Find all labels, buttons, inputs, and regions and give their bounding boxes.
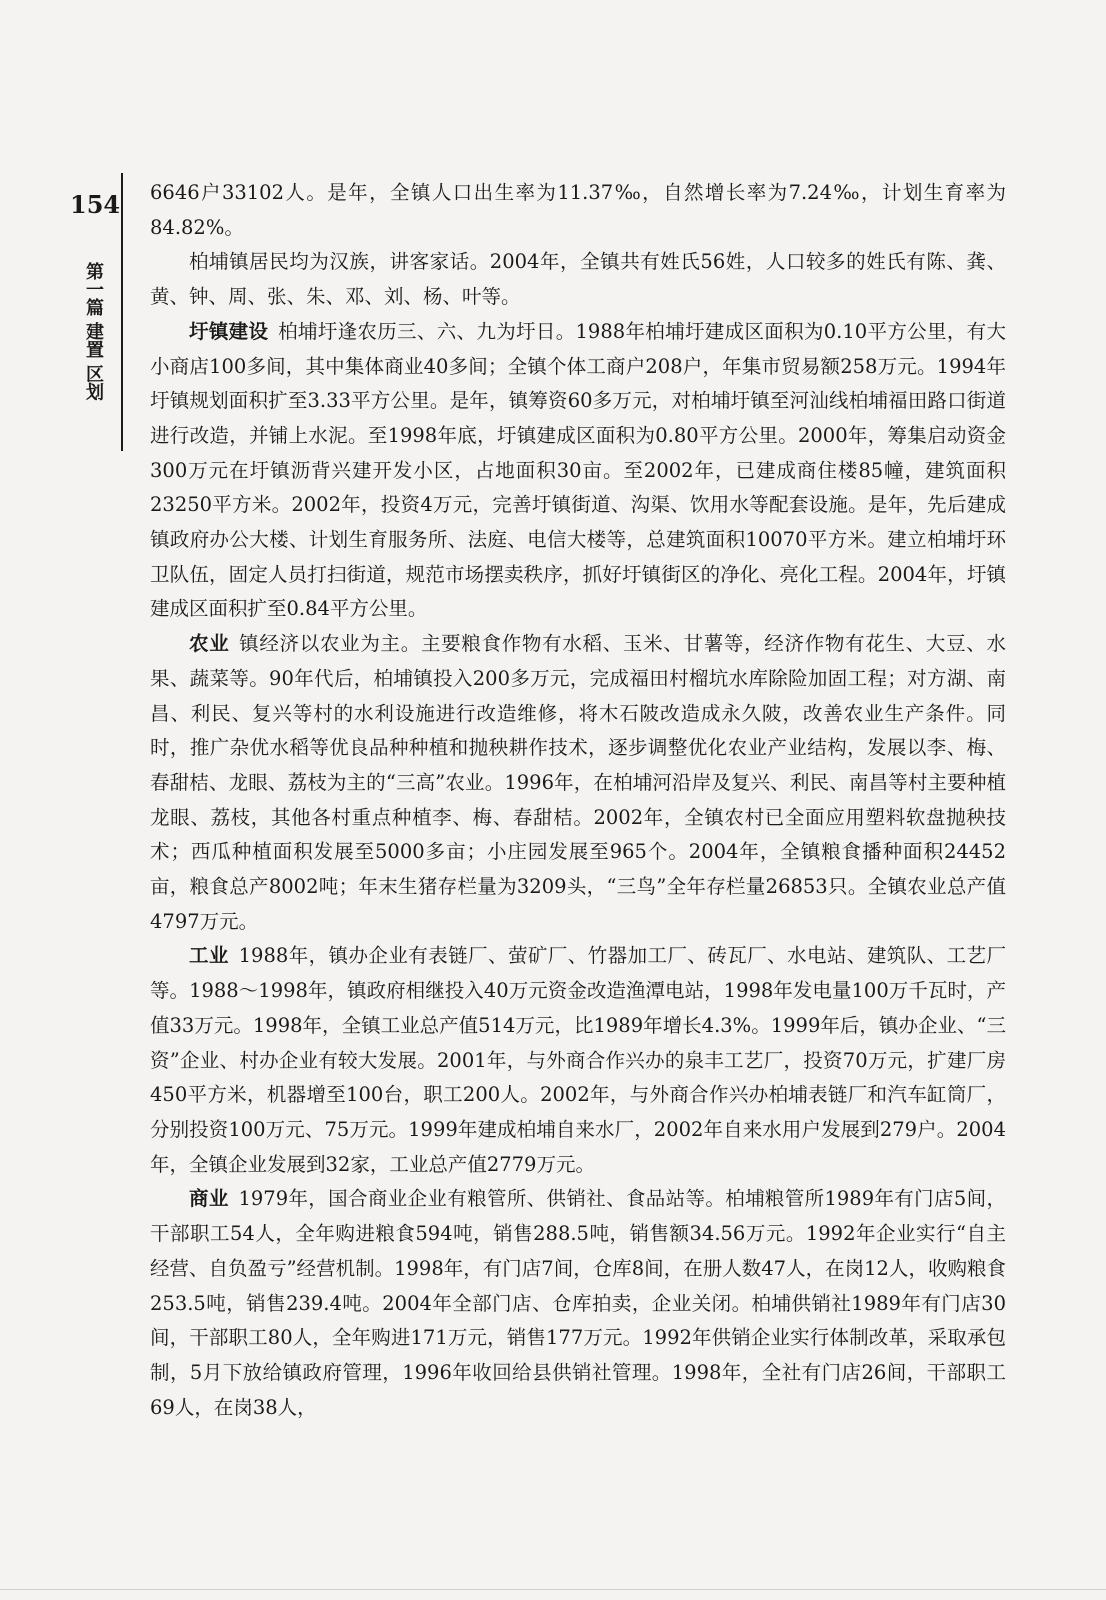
scan-edge-line xyxy=(0,1589,1106,1590)
paragraph-text: 镇经济以农业为主。主要粮食作物有水稻、玉米、甘薯等，经济作物有花生、大豆、水果、蔬菜等。90年代后，柏埔镇投入200多万元，完成福田村榴坑水库除险加固工程；对方湖、南昌、利民、复兴等村的水利设施进行改造维修，将木石陂改造成永久陂，改善农业生产条件。同时，推广杂优水稻等优良品种种植和抛秧耕作技术，逐步调整优化农业产业结构，发展以李、梅、春甜桔、龙眼、荔枝为主的“三高”农业。1996年，在柏埔河沿岸及复兴、利民、南昌等村主要种植龙眼、荔枝，其他各村重点种植李、梅、春甜桔。2002年，全镇农村已全面应用塑料软盘抛秧技术；西瓜种植面积发展至5000多亩；小庄园发展至965个。2004年，全镇粮食播种面积24452亩，粮食总产8002吨；年末生猪存栏量为3209头，“三鸟”全年存栏量26853只。全镇农业总产值4797万元。 xyxy=(150,632,1006,933)
section-side-title: 第一篇 建置 区划 xyxy=(83,262,104,401)
page-number: 154 xyxy=(70,190,121,219)
paragraph-agriculture xyxy=(150,627,1006,939)
paragraph-text: 1988年，镇办企业有表链厂、萤矿厂、竹器加工厂、砖瓦厂、水电站、建筑队、工艺厂等。1988～1998年，镇政府相继投入40万元资金改造渔潭电站，1998年发电量100万千瓦时，产值33万元。1998年，全镇工业总产值514万元，比1989年增长4.3%。1999年后，镇办企业、“三资”企业、村办企业有较大发展。2001年，与外商合作兴办的泉丰工艺厂，投资70万元，扩建厂房450平方米，机器增至100台，职工200人。2002年，与外商合作兴办柏埔表链厂和汽车缸筒厂，分别投资100万元、75万元。1999年建成柏埔自来水厂，2002年自来水用户发展到279户。2004年，全镇企业发展到32家，工业总产值2779万元。 xyxy=(150,944,1006,1176)
paragraph-text: 柏埔镇居民均为汉族，讲客家话。2004年，全镇共有姓氏56姓，人口较多的姓氏有陈、龚、黄、钟、周、张、朱、邓、刘、杨、叶等。 xyxy=(150,250,1006,309)
paragraph-residents xyxy=(150,245,1006,314)
paragraph-town-construction xyxy=(150,315,1006,627)
paragraph-text: 1979年，国合商业企业有粮管所、供销社、食品站等。柏埔粮管所1989年有门店5间，干部职工54人，全年购进粮食594吨，销售288.5吨，销售额34.56万元。1992年企业实行“自主经营、自负盈亏”经营机制。1998年，有门店7间，仓库8间，在册人数47人，在岗12人，收购粮食253.5吨，销售239.4吨。2004年全部门店、仓库拍卖，企业关闭。柏埔供销社1989年有门店30间，干部职工80人，全年购进171万元，销售177万元。1992年供销企业实行体制改革，采取承包制，5月下放给镇政府管理，1996年收回给县供销社管理。1998年，全社有门店26间，干部职工69人，在岗38人， xyxy=(150,1187,1006,1419)
section-heading-industry: 工业 xyxy=(189,944,229,968)
margin-rule xyxy=(121,173,123,451)
paragraph-population-rates xyxy=(150,176,1006,245)
section-heading-town-construction: 圩镇建设 xyxy=(189,319,269,343)
paragraph-text: 柏埔圩逢农历三、六、九为圩日。1988年柏埔圩建成区面积为0.10平方公里，有大小商店100多间，其中集体商业40多间；全镇个体工商户208户，年集市贸易额258万元。1994年圩镇规划面积扩至3.33平方公里。是年，镇筹资60多万元，对柏埔圩镇至河汕线柏埔福田路口街道进行改造，并铺上水泥。至1998年底，圩镇建成区面积为0.80平方公里。2000年，筹集启动资金300万元在圩镇沥背兴建开发小区，占地面积30亩。至2002年，已建成商住楼85幢，建筑面积23250平方米。2002年，投资4万元，完善圩镇街道、沟渠、饮用水等配套设施。是年，先后建成镇政府办公大楼、计划生育服务所、法庭、电信大楼等，总建筑面积10070平方米。建立柏埔圩环卫队伍，固定人员打扫街道，规范市场摆卖秩序，抓好圩镇街区的净化、亮化工程。2004年，圩镇建成区面积扩至0.84平方公里。 xyxy=(150,319,1006,621)
paragraph-commerce xyxy=(150,1182,1006,1425)
body-text xyxy=(150,176,1006,1425)
paragraph-text: 6646户33102人。是年，全镇人口出生率为11.37‰，自然增长率为7.24‰，计划生育率为84.82%。 xyxy=(150,181,1006,239)
section-heading-commerce: 商业 xyxy=(189,1187,229,1211)
section-heading-agriculture: 农业 xyxy=(189,632,230,656)
paragraph-industry xyxy=(150,939,1006,1182)
